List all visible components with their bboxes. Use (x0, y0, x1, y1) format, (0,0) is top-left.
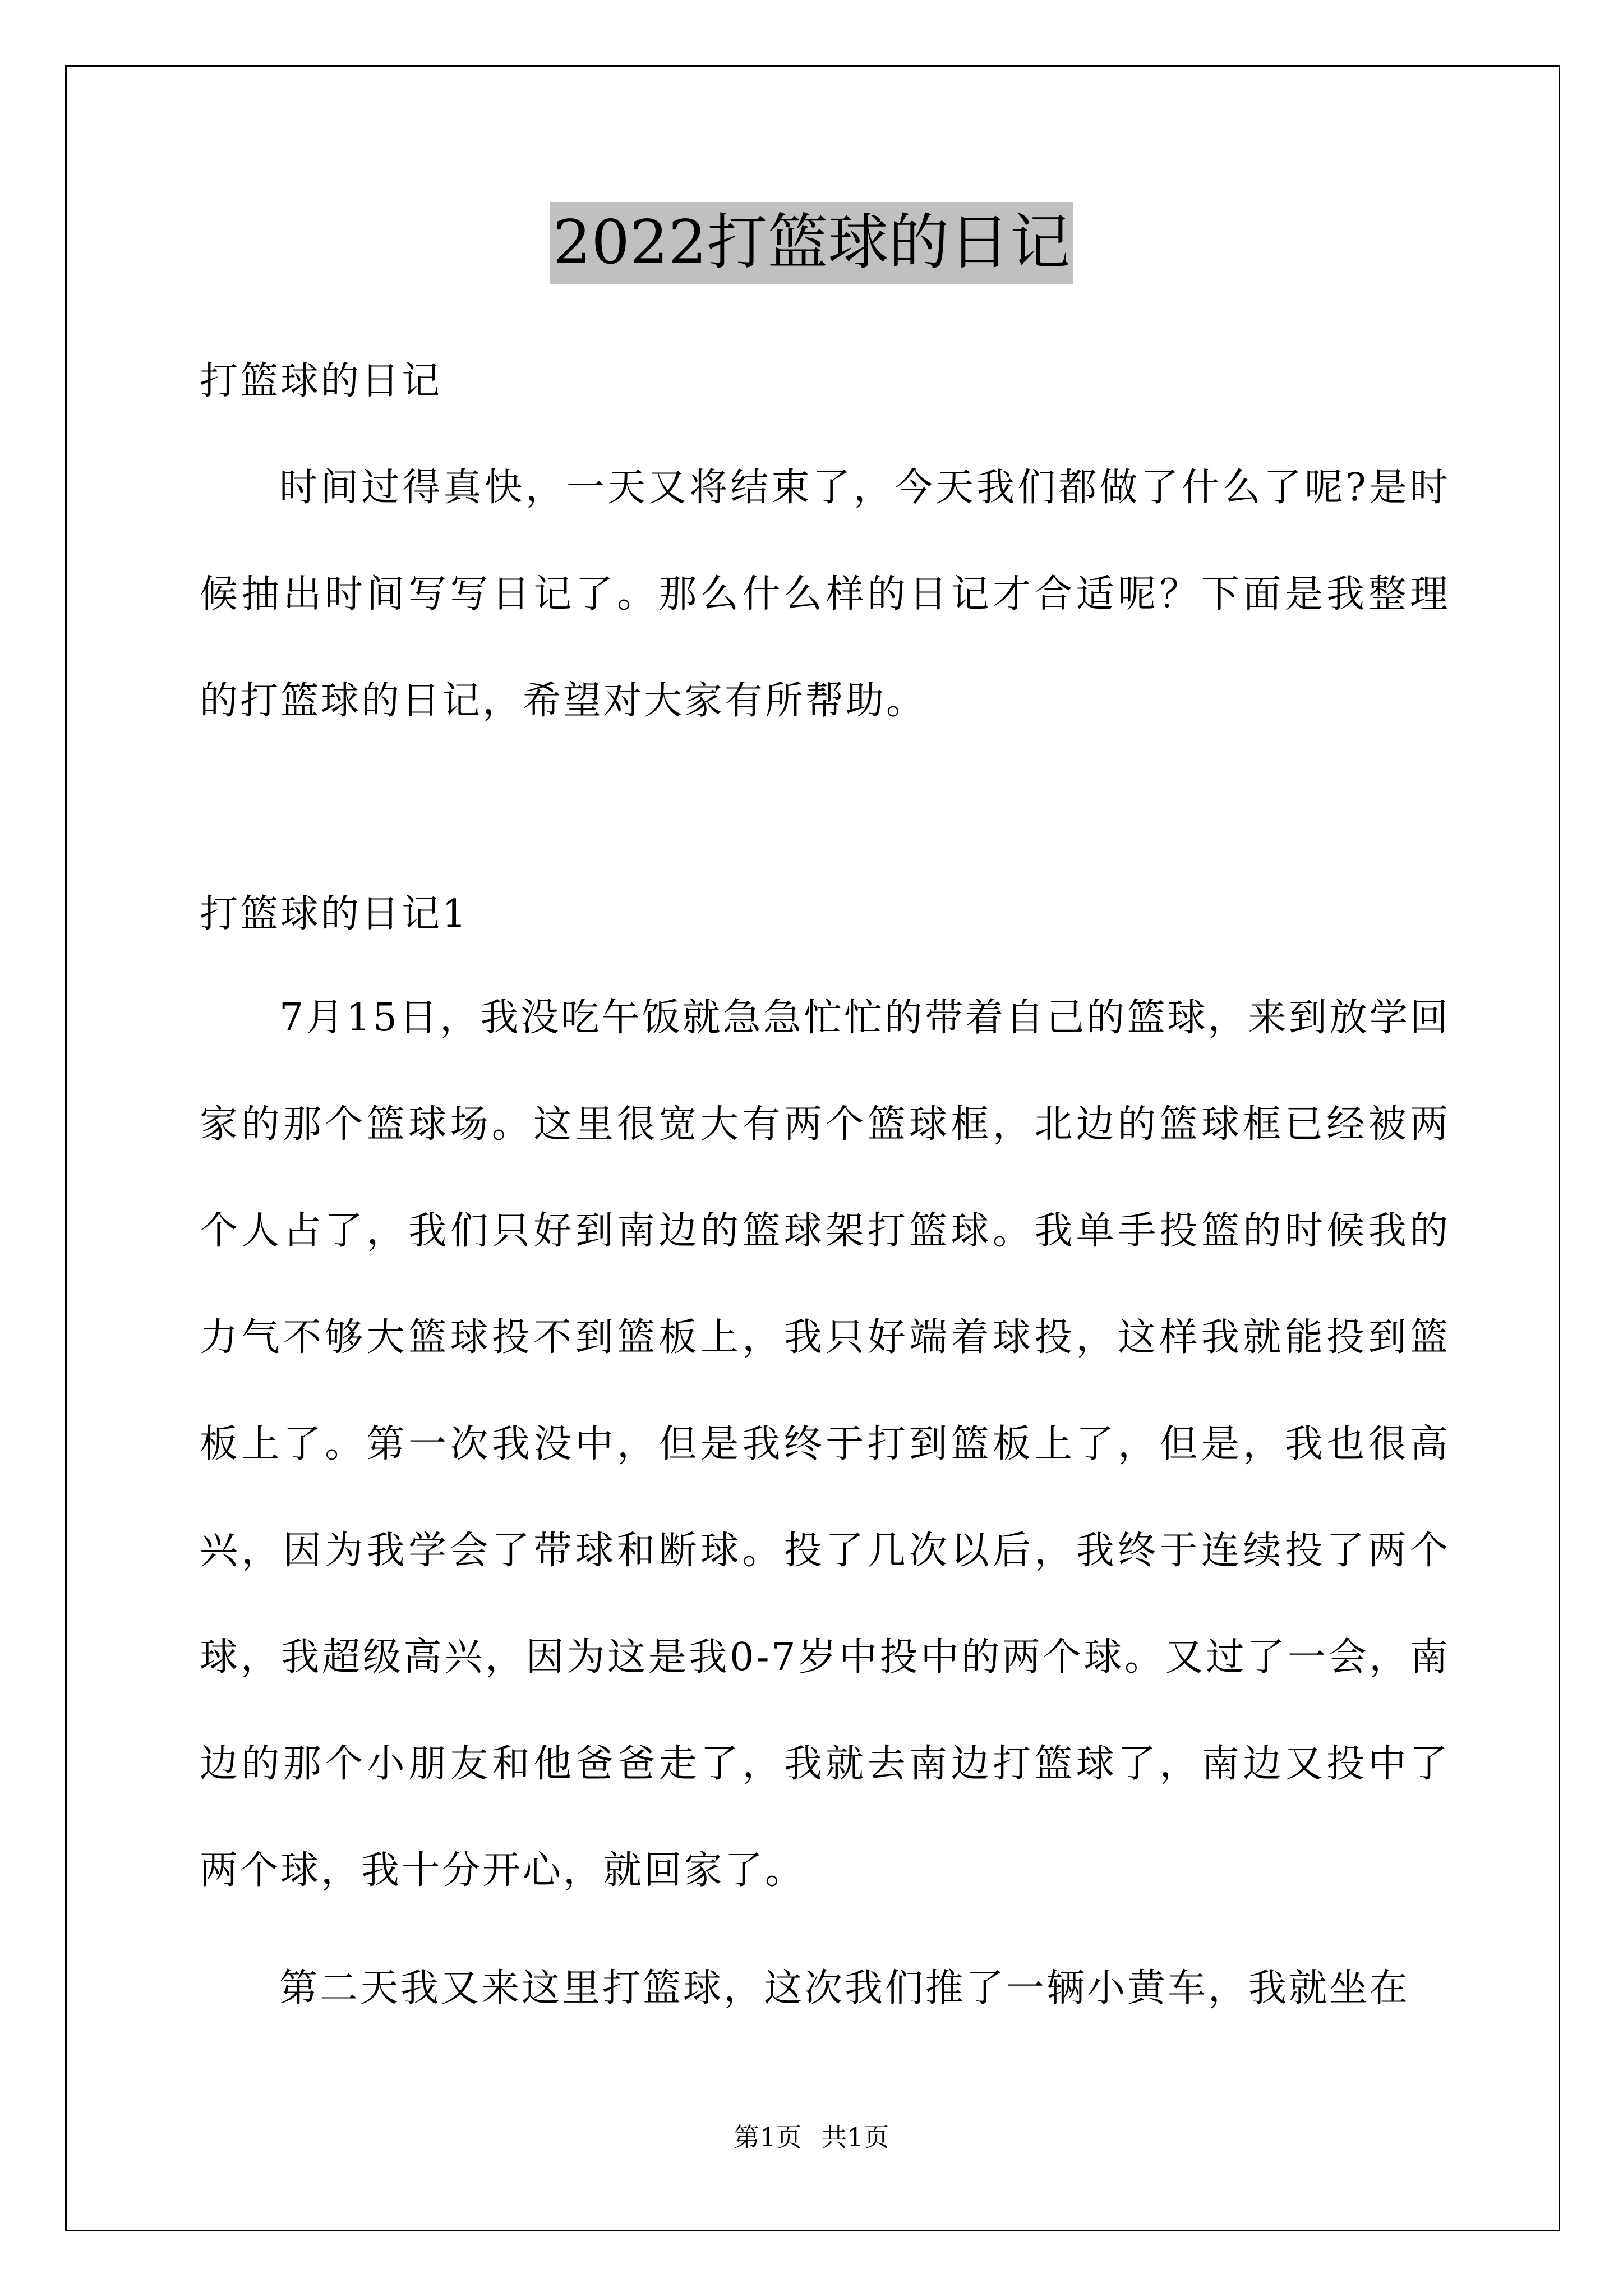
body-paragraph-1: 7月15日，我没吃午饭就急急忙忙的带着自己的篮球，来到放学回家的那个篮球场。这里很宽大有两个篮球框，北边的篮球框已经被两个人占了，我们只好到南边的篮球架打篮球。我单手投篮的时候我的力气不够大篮球投不到篮板上，我只好端着球投，这样我就能投到篮板上了。第一次我没中，但是我终于打到篮板上了，但是，我也很高兴，因为我学会了带球和断球。投了几次以后，我终于连续投了两个球，我超级高兴，因为这是我0-7岁中投中的两个球。又过了一会，南边的那个小朋友和他爸爸走了，我就去南边打篮球了，南边又投中了两个球，我十分开心，就回家了。 (200, 996, 1450, 1893)
body-paragraph-2: 第二天我又来这里打篮球，这次我们推了一辆小黄车，我就坐在 (279, 1966, 1410, 2010)
page-footer (0, 2120, 1623, 2154)
section-heading: 打篮球的日记1 (200, 892, 469, 936)
intro-block (200, 435, 1450, 754)
title-container (0, 202, 1623, 284)
intro-paragraph: 时间过得真快，一天又将结束了，今天我们都做了什么了呢?是时候抽出时间写写日记了。那么什么样的日记才合适呢？下面是我整理的打篮球的日记，希望对大家有所帮助。 (200, 466, 1450, 723)
document-title: 2022打篮球的日记 (550, 202, 1074, 284)
page-total: 共1页 (821, 2122, 889, 2152)
page-number: 第1页 (734, 2122, 802, 2152)
document-subtitle: 打篮球的日记 (200, 359, 442, 403)
section-body (200, 965, 1450, 2042)
